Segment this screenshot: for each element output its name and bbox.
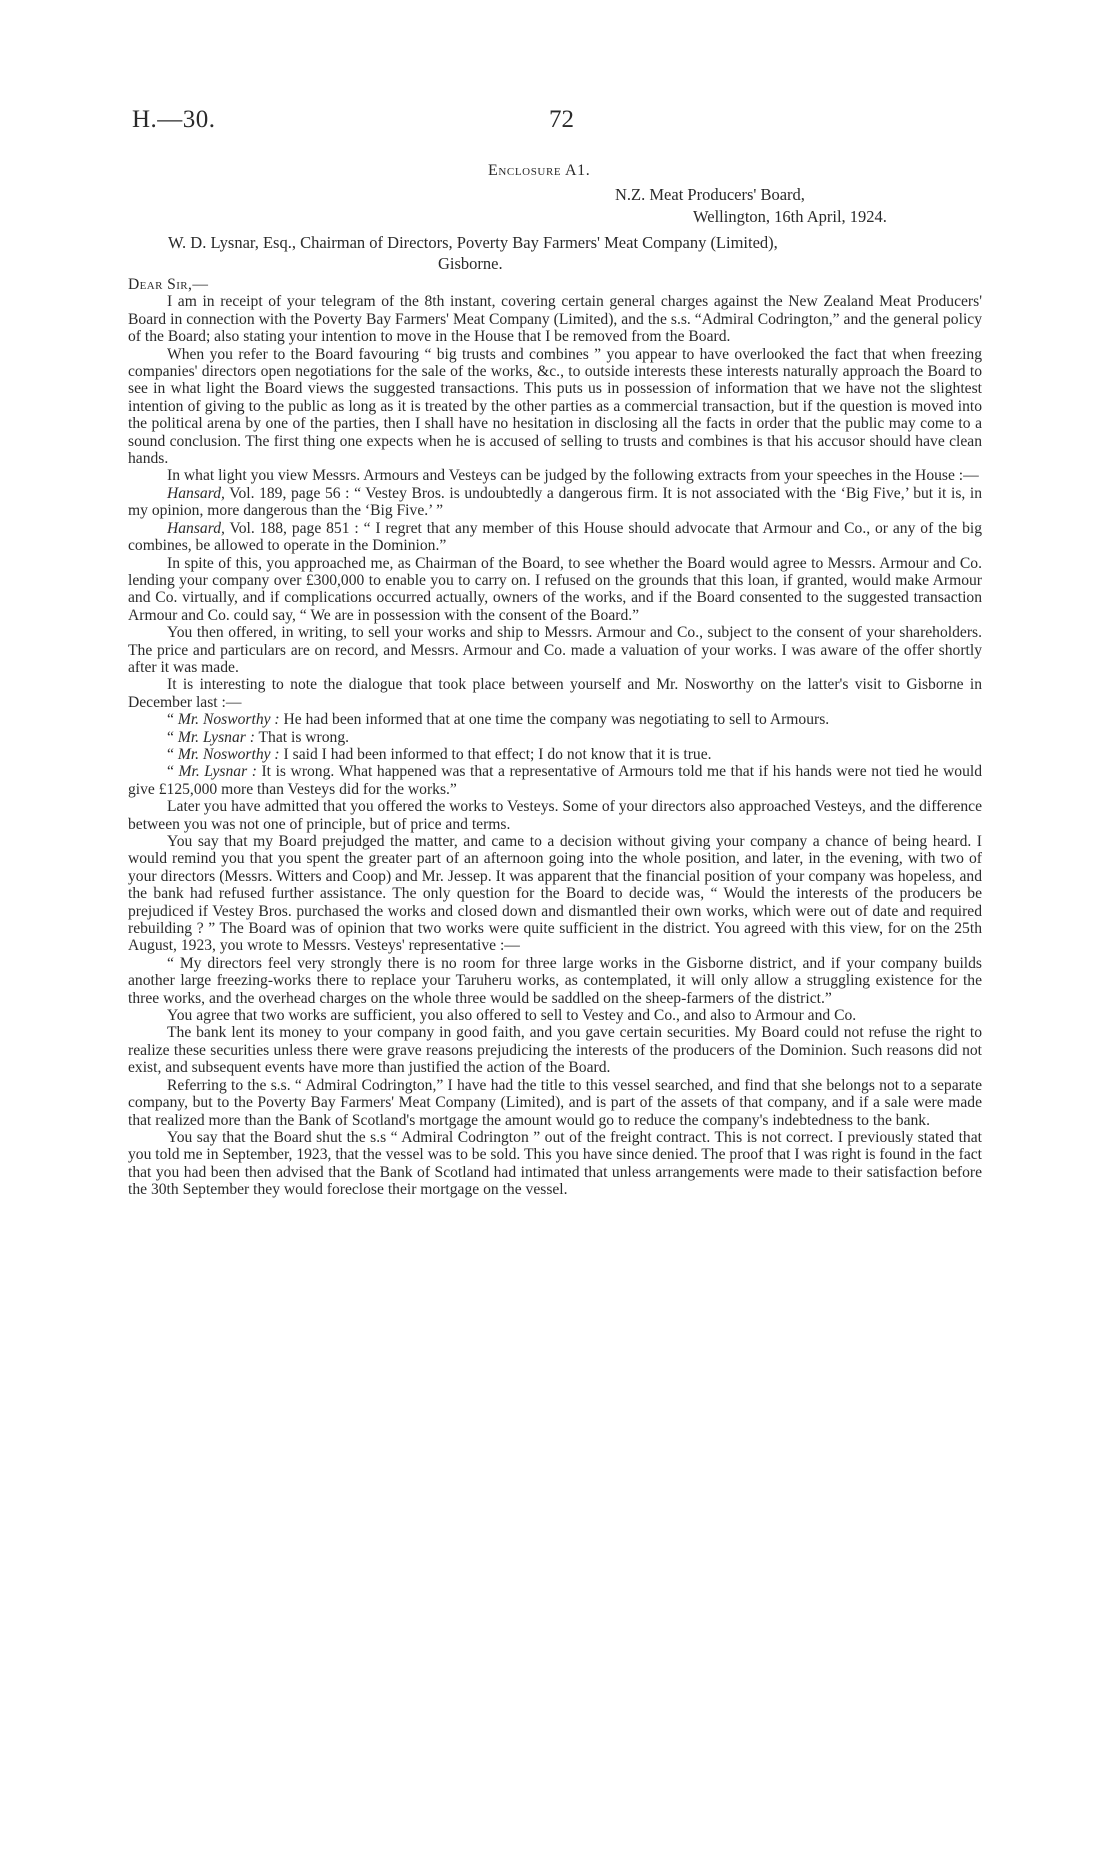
paragraph: When you refer to the Board favouring “ big trusts and combines ” you appear to have overlooked the fact that when freezing companies' directors open negotiations for the sale of the works, &c., to outside interests these interests naturally approach the Board to see in what light the Board views the suggested transactions. This puts us in possession of information that we have not the slightest intention of giving to the public as long as it is treated by the other parties as a commercial transaction, but if the question is moved into the political arena by one of the parties, then I shall have no hesitation in disclosing all the facts in order that the public may come to a sound conclusion. The first thing one expects when he is accused of selling to trusts and combines is that his accusor should have clean hands. <box>128 345 982 468</box>
sender-address <box>615 184 887 228</box>
paragraph: You say that the Board shut the s.s “ Admiral Codrington ” out of the freight contract. This is not correct. I previously stated that you told me in September, 1923, that the vessel was to be sold. This you have since denied. The proof that I was right is found in the fact that you had been then advised that the Bank of Scotland had intimated that unless arrangements were made to their satisfaction before the 30th September they would foreclose their mortgage on the vessel. <box>128 1128 982 1199</box>
paragraph: It is interesting to note the dialogue that took place between yourself and Mr. Nosworthy on the latter's visit to Gisborne in December last :— <box>128 676 982 711</box>
speaker-name: Mr. Lysnar : <box>178 763 257 781</box>
quote-paragraph: Hansard, Vol. 189, page 56 : “ Vestey Bros. is undoubtedly a dangerous firm. It is not associated with the ‘Big Five,’ but it is, in my opinion, more dangerous than the ‘Big Five.’ ” <box>128 484 982 520</box>
page-number: 72 <box>549 106 574 133</box>
paragraph: You agree that two works are sufficient, you also offered to sell to Vestey and Co., and also to Armour and Co. <box>167 1007 857 1025</box>
sender-date-line: Wellington, 16th April, 1924. <box>693 207 887 226</box>
paragraph: You say that my Board prejudged the matter, and came to a decision without giving your company a chance of being heard. I would remind you that you spent the greater part of an afternoon going into the whole position, and later, in the evening, with two of your directors (Messrs. Witters and Coop) and Mr. Jessep. It was apparent that the financial position of your company was hopeless, and the bank had refused further assistance. The only question for the Board to decide was, “ Would the interests of the producers be prejudiced if Vestey Bros. purchased the works and closed down and dismantled their own works, which were out of date and required rebuilding ? ” The Board was of opinion that two works were quite sufficient in the district. You agreed with this view, for on the 25th August, 1923, you wrote to Messrs. Vesteys' representative :— <box>128 833 982 955</box>
paragraph: In what light you view Messrs. Armours and Vesteys can be judged by the following extracts from your speeches in the House :— <box>167 467 979 485</box>
recipient-line: W. D. Lysnar, Esq., Chairman of Directors, Poverty Bay Farmers' Meat Company (Limited), <box>168 233 778 252</box>
sender-line: N.Z. Meat Producers' Board, <box>615 185 805 204</box>
quote-paragraph: Hansard, Vol. 188, page 851 : “ I regret that any member of this House should advocate that Armour and Co., or any of the big combines, be allowed to operate in the Dominion.” <box>128 519 982 555</box>
document-reference: H.—30. <box>132 106 216 133</box>
paragraph: Referring to the s.s. “ Admiral Codrington,” I have had the title to this vessel searched, and find that she belongs not to a separate company, but to the Poverty Bay Farmers' Meat Company (Limited), and is part of the assets of that company, and if a sale were made that realized more than the Bank of Scotland's mortgage the amount would go to reduce the company's indebtedness to the bank. <box>128 1076 982 1129</box>
dialogue-line: “ Mr. Lysnar : It is wrong. What happened was that a representative of Armours told me that if his hands were not tied he would give £125,000 more than Vesteys did for the works.” <box>128 763 982 798</box>
page-header <box>132 106 982 138</box>
citation-source: Hansard, <box>167 519 225 537</box>
paragraph: The bank lent its money to your company in good faith, and you gave certain securities. My Board could not refuse the right to realize these securities unless there were grave reasons prejudicing the interests of the producers of the Dominion. Such reasons did not exist, and subsequent events have more than justified the action of the Board. <box>128 1024 982 1077</box>
recipient-address <box>168 232 988 274</box>
dialogue-line: “ Mr. Lysnar : That is wrong. <box>167 728 350 746</box>
speaker-name: Mr. Lysnar : <box>177 728 255 746</box>
quote-paragraph: “ My directors feel very strongly there is no room for three large works in the Gisborne district, and if your company builds another large freezing-works there to replace your Taruheru works, as contemplated, it will only allow a struggling existence for the three works, and the overhead charges on the whole three would be saddled on the sheep-farmers of the district.” <box>128 954 982 1007</box>
paragraph: I am in receipt of your telegram of the 8th instant, covering certain general charges against the New Zealand Meat Producers' Board in connection with the Poverty Bay Farmers' Meat Company (Limited), and the s.s. “Admiral Codrington,” and the general policy of the Board; also stating your intention to move in the House that I be removed from the Board. <box>128 293 982 346</box>
enclosure-heading: Enclosure A1. <box>488 162 591 179</box>
salutation: Dear Sir,— <box>128 276 209 293</box>
paragraph: In spite of this, you approached me, as Chairman of the Board, to see whether the Board would agree to Messrs. Armour and Co. lending your company over £300,000 to enable you to carry on. I refused on the grounds that this loan, if granted, would make Armour and Co. virtually, and if complications occurred actually, owners of the works, and if the Board consented to the suggested transaction Armour and Co. could say, “ We are in possession with the consent of the Board.” <box>128 554 982 624</box>
paragraph: Later you have admitted that you offered the works to Vesteys. Some of your directors also approached Vesteys, and the difference between you was not one of principle, but of price and terms. <box>128 798 982 833</box>
dialogue-line: “ Mr. Nosworthy : I said I had been informed to that effect; I do not know that it is true. <box>167 745 712 763</box>
recipient-city-line: Gisborne. <box>438 254 503 273</box>
speaker-name: Mr. Nosworthy : <box>177 711 280 729</box>
citation-source: Hansard, <box>167 484 225 502</box>
paragraph: You then offered, in writing, to sell your works and ship to Messrs. Armour and Co., subject to the consent of your shareholders. The price and particulars are on record, and Messrs. Armour and Co. made a valuation of your works. I was aware of the offer shortly after it was made. <box>128 624 982 676</box>
speaker-name: Mr. Nosworthy : <box>177 745 280 763</box>
dialogue-line: “ Mr. Nosworthy : He had been informed that at one time the company was negotiating to sell to Armours. <box>167 711 830 729</box>
letter-body <box>128 276 982 1199</box>
